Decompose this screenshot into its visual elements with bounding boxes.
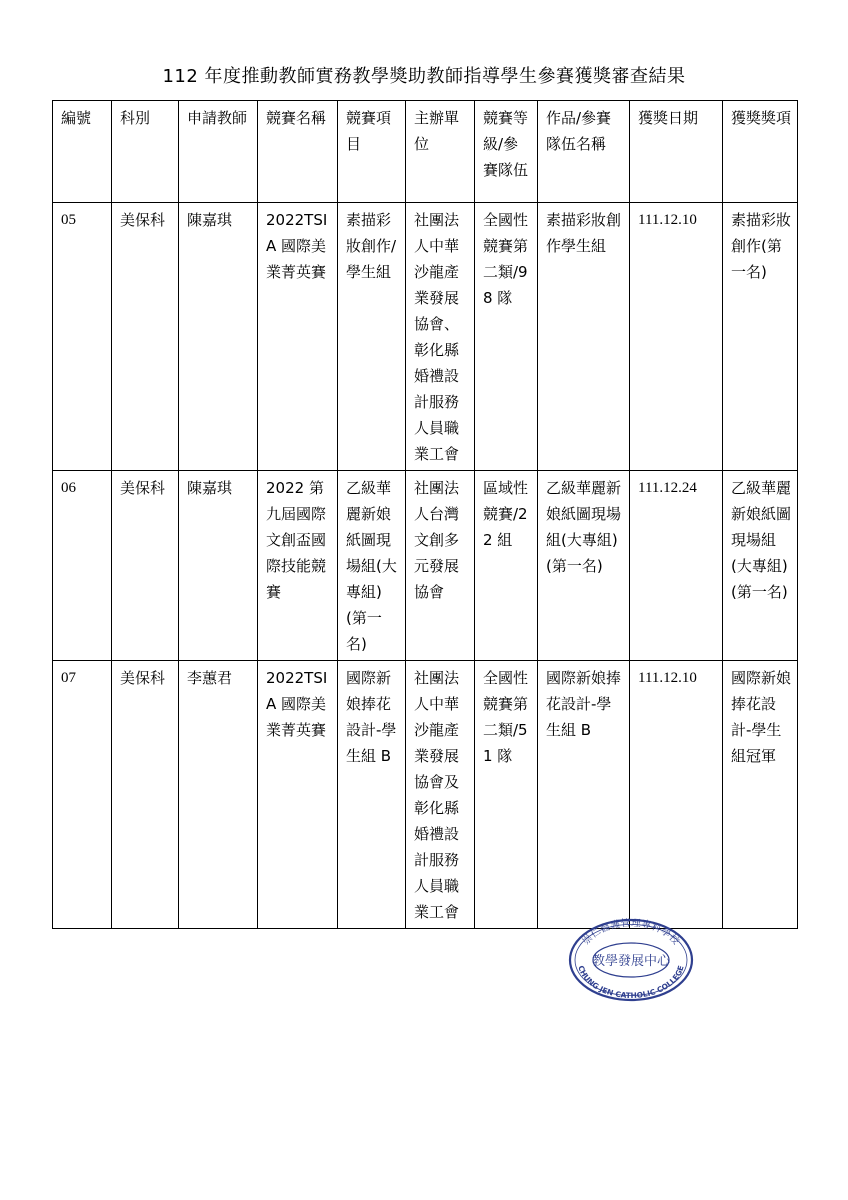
table-row xyxy=(53,203,798,471)
table-cell: 2022TSIA 國際美業菁英賽 xyxy=(258,661,338,929)
table-cell: 素描彩妝創作學生組 xyxy=(538,203,630,471)
awards-table xyxy=(52,100,798,929)
table-row xyxy=(53,661,798,929)
table-cell: 全國性競賽第二類/51 隊 xyxy=(475,661,538,929)
header-cell: 競賽名稱 xyxy=(258,101,338,203)
table-cell-id: 05 xyxy=(53,203,112,471)
table-cell: 國際新娘捧花設計-學生組 B xyxy=(338,661,406,929)
table-cell-date: 111.12.10 xyxy=(630,203,723,471)
table-cell: 乙級華麗新娘紙圖現場組(大專組)(第一名) xyxy=(538,471,630,661)
table-cell: 區域性競賽/22 組 xyxy=(475,471,538,661)
table-cell: 素描彩妝創作(第一名) xyxy=(723,203,798,471)
seal-top-text: 崇仁醫護管理專科學校 xyxy=(580,918,682,948)
seal-bottom-text: CHUNG JEN CATHOLIC COLLEGE xyxy=(576,964,686,1001)
table-cell: 社團法人中華沙龍產業發展協會、彰化縣婚禮設計服務人員職業工會 xyxy=(406,203,475,471)
table-cell: 美保科 xyxy=(112,661,179,929)
header-cell: 編號 xyxy=(53,101,112,203)
table-cell: 國際新娘捧花設計-學生組 B xyxy=(538,661,630,929)
table-cell: 乙級華麗新娘紙圖現場組(大專組)(第一名) xyxy=(723,471,798,661)
svg-text:CHUNG JEN CATHOLIC COLLEGE xyxy=(576,964,685,1000)
table-cell: 美保科 xyxy=(112,471,179,661)
seal-center-text: 教學發展中心 xyxy=(591,954,671,969)
header-cell: 獲獎獎項 xyxy=(723,101,798,203)
table-cell: 李蕙君 xyxy=(179,661,258,929)
table-cell: 乙級華麗新娘紙圖現場組(大專組)(第一名) xyxy=(338,471,406,661)
header-cell: 科別 xyxy=(112,101,179,203)
header-cell: 獲獎日期 xyxy=(630,101,723,203)
header-row xyxy=(53,101,798,203)
table-cell: 美保科 xyxy=(112,203,179,471)
table-cell: 陳嘉琪 xyxy=(179,471,258,661)
header-cell: 競賽項目 xyxy=(338,101,406,203)
page-title: 112 年度推動教師實務教學獎助教師指導學生參賽獲獎審查結果 xyxy=(162,66,686,87)
table-cell-id: 07 xyxy=(53,661,112,929)
header-cell: 作品/參賽隊伍名稱 xyxy=(538,101,630,203)
table-cell: 陳嘉琪 xyxy=(179,203,258,471)
table-cell: 2022 第九屆國際文創盃國際技能競賽 xyxy=(258,471,338,661)
table-cell: 社團法人中華沙龍產業發展協會及彰化縣婚禮設計服務人員職業工會 xyxy=(406,661,475,929)
table-cell: 全國性競賽第二類/98 隊 xyxy=(475,203,538,471)
college-seal-stamp xyxy=(568,918,694,1002)
header-cell: 申請教師 xyxy=(179,101,258,203)
table-cell: 國際新娘捧花設計-學生組冠軍 xyxy=(723,661,798,929)
table-cell-date: 111.12.10 xyxy=(630,661,723,929)
table-cell-id: 06 xyxy=(53,471,112,661)
table-cell: 社團法人台灣文創多元發展協會 xyxy=(406,471,475,661)
table-cell: 2022TSIA 國際美業菁英賽 xyxy=(258,203,338,471)
table-cell-date: 111.12.24 xyxy=(630,471,723,661)
table-cell: 素描彩妝創作/學生組 xyxy=(338,203,406,471)
header-cell: 競賽等級/參賽隊伍 xyxy=(475,101,538,203)
header-cell: 主辦單位 xyxy=(406,101,475,203)
table-row xyxy=(53,471,798,661)
